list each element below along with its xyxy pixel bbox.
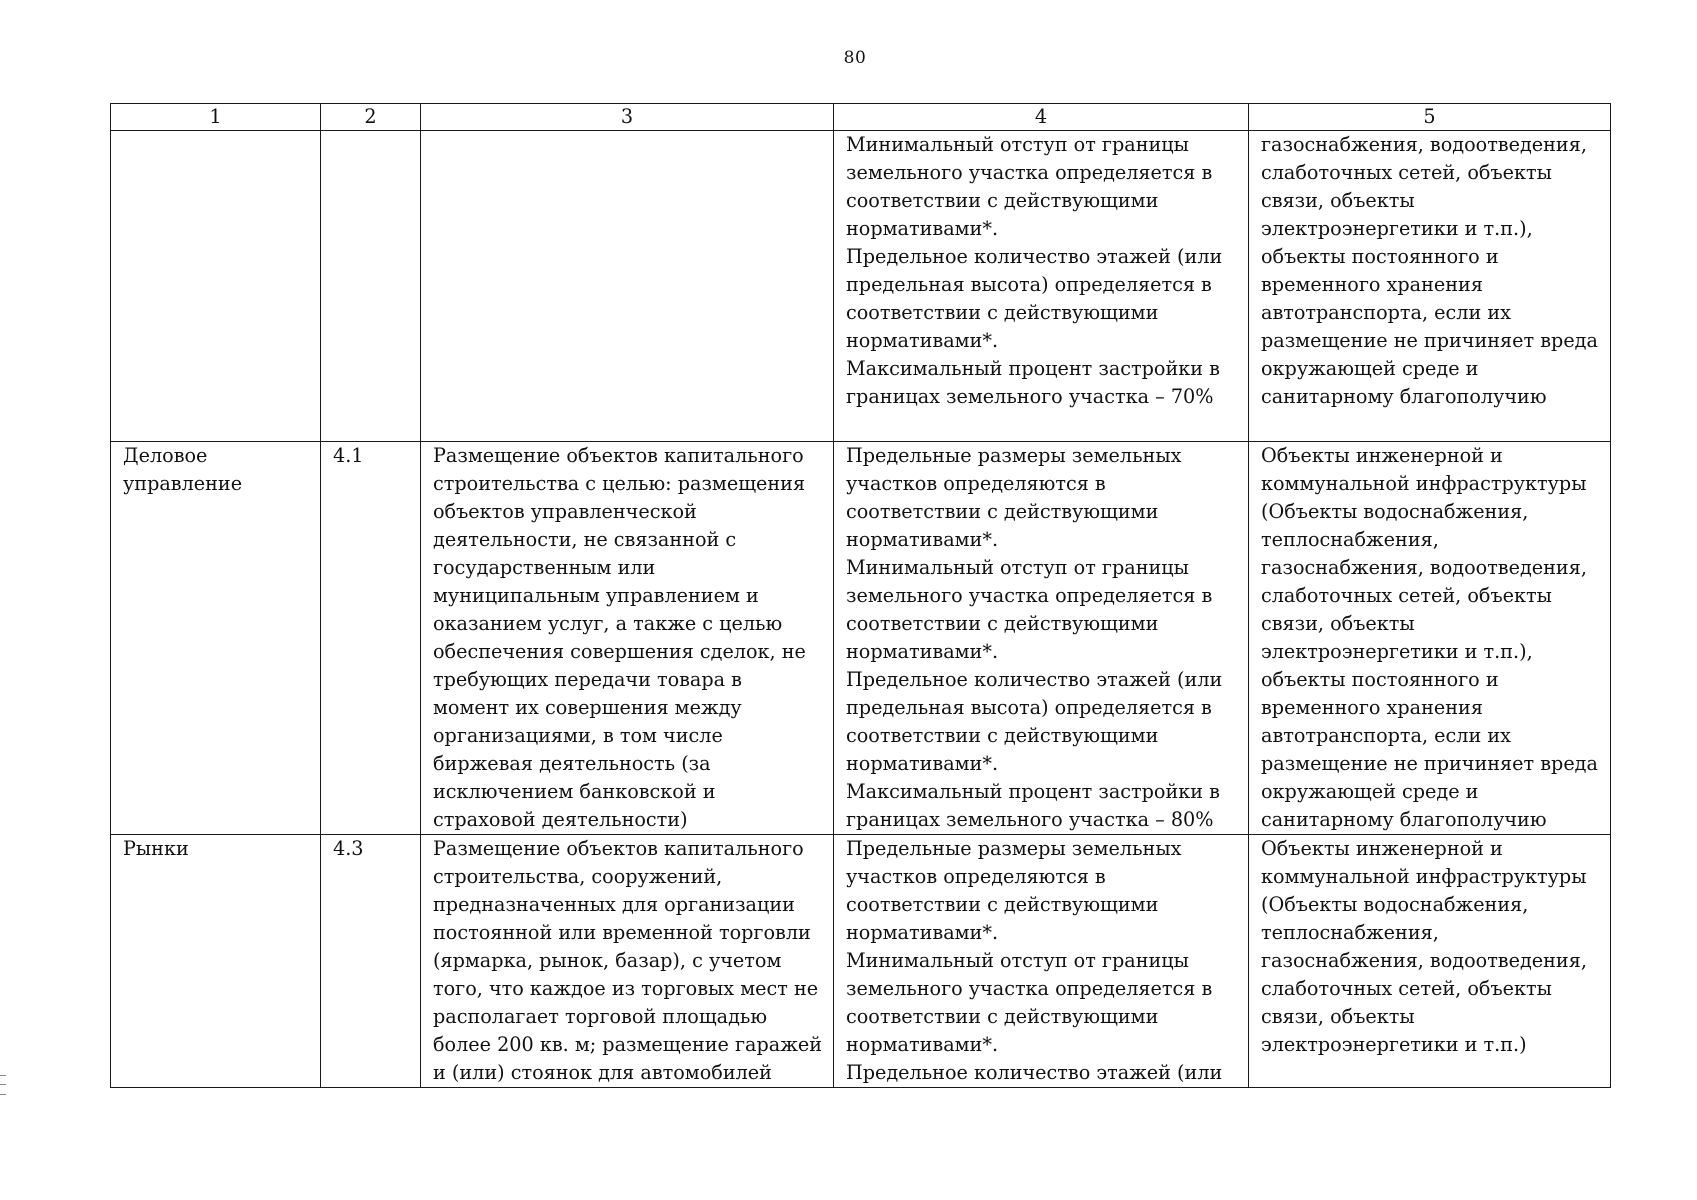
use-description-cell bbox=[421, 835, 834, 1088]
cell-text-line: более 200 кв. м; размещение гаражей bbox=[433, 1033, 823, 1056]
cell-text-line: слаботочных сетей, объекты bbox=[1261, 584, 1552, 607]
cell-text-line: автотранспорта, если их bbox=[1261, 724, 1511, 747]
column-header: 4 bbox=[834, 104, 1249, 131]
cell-text-line: постоянной или временной торговли bbox=[433, 921, 811, 944]
use-type-cell bbox=[111, 131, 321, 442]
cell-text-line: управление bbox=[123, 472, 243, 495]
cell-text-line: коммунальной инфраструктуры bbox=[1261, 865, 1587, 888]
cell-text-line: требующих передачи товара в bbox=[433, 668, 742, 691]
cell-text-line: Максимальный процент застройки в bbox=[846, 780, 1220, 803]
cell-text-line: границах земельного участка – 80% bbox=[846, 808, 1214, 831]
cell-text-line: Минимальный отступ от границы bbox=[846, 949, 1189, 972]
cell-text-line: Объекты инженерной и bbox=[1261, 837, 1503, 860]
cell-text-line: биржевая деятельность (за bbox=[433, 752, 711, 775]
cell-text-line: нормативами*. bbox=[846, 329, 999, 352]
cell-text-line: государственным или bbox=[433, 556, 656, 579]
cell-text-line: электроэнергетики и т.п.), bbox=[1261, 640, 1533, 663]
cell-text-line: 4.1 bbox=[333, 444, 364, 467]
cell-text-line: предназначенных для организации bbox=[433, 893, 795, 916]
cell-text-line: соответствии с действующими bbox=[846, 893, 1159, 916]
cell-text-line: земельного участка определяется в bbox=[846, 584, 1213, 607]
cell-text-line: границах земельного участка – 70% bbox=[846, 385, 1214, 408]
cell-text-line: Предельное количество этажей (или bbox=[846, 1061, 1223, 1084]
parameters-cell bbox=[834, 131, 1249, 442]
cell-text-line: соответствии с действующими bbox=[846, 612, 1159, 635]
cell-text-line: деятельности, не связанной с bbox=[433, 528, 737, 551]
cell-text-line: окружающей среде и bbox=[1261, 357, 1479, 380]
use-type-cell bbox=[111, 835, 321, 1088]
cell-text-line: нормативами*. bbox=[846, 921, 999, 944]
cell-text-line: нормативами*. bbox=[846, 640, 999, 663]
cell-text-line: слаботочных сетей, объекты bbox=[1261, 977, 1552, 1000]
use-code-cell bbox=[321, 442, 421, 835]
cell-text-line: нормативами*. bbox=[846, 217, 999, 240]
parameters-cell bbox=[834, 835, 1249, 1088]
use-code-cell bbox=[321, 131, 421, 442]
cell-text-line: страховой деятельности) bbox=[433, 808, 688, 831]
column-header: 1 bbox=[111, 104, 321, 131]
cell-text-line: муниципальным управлением и bbox=[433, 584, 759, 607]
cell-text-line: предельная высота) определяется в bbox=[846, 696, 1212, 719]
cell-text-line: размещение не причиняет вреда bbox=[1261, 329, 1598, 352]
cell-text-line: Предельное количество этажей (или bbox=[846, 668, 1223, 691]
table-row bbox=[111, 442, 1611, 835]
cell-text-line: участков определяются в bbox=[846, 472, 1106, 495]
zoning-table bbox=[110, 103, 1611, 1088]
table-row bbox=[111, 835, 1611, 1088]
cell-text-line: (Объекты водоснабжения, bbox=[1261, 500, 1529, 523]
cell-text-line: газоснабжения, водоотведения, bbox=[1261, 556, 1587, 579]
cell-text-line: соответствии с действующими bbox=[846, 189, 1159, 212]
cell-text-line: оказанием услуг, а также с целью bbox=[433, 612, 783, 635]
column-header: 3 bbox=[421, 104, 834, 131]
cell-text-line: окружающей среде и bbox=[1261, 780, 1479, 803]
cell-text-line: коммунальной инфраструктуры bbox=[1261, 472, 1587, 495]
cell-text-line: Деловое bbox=[123, 444, 208, 467]
ancillary-uses-cell bbox=[1249, 442, 1611, 835]
table-row bbox=[111, 131, 1611, 442]
page-number: 80 bbox=[843, 48, 867, 68]
cell-text-line: газоснабжения, водоотведения, bbox=[1261, 133, 1587, 156]
cell-text-line: Объекты инженерной и bbox=[1261, 444, 1503, 467]
cell-text-line: исключением банковской и bbox=[433, 780, 716, 803]
cell-text-line: соответствии с действующими bbox=[846, 1005, 1159, 1028]
cell-text-line: момент их совершения между bbox=[433, 696, 742, 719]
cell-text-line: нормативами*. bbox=[846, 528, 999, 551]
use-description-cell bbox=[421, 442, 834, 835]
cell-text-line: Минимальный отступ от границы bbox=[846, 556, 1189, 579]
cell-text-line: теплоснабжения, bbox=[1261, 921, 1439, 944]
cell-text-line: объектов управленческой bbox=[433, 500, 697, 523]
cell-text-line: 4.3 bbox=[333, 837, 364, 860]
cell-text-line: земельного участка определяется в bbox=[846, 161, 1213, 184]
cell-text-line: Минимальный отступ от границы bbox=[846, 133, 1189, 156]
cell-text-line: слаботочных сетей, объекты bbox=[1261, 161, 1552, 184]
use-type-cell bbox=[111, 442, 321, 835]
cell-text-line: того, что каждое из торговых мест не bbox=[433, 977, 819, 1000]
ancillary-uses-cell bbox=[1249, 835, 1611, 1088]
cell-text-line: связи, объекты bbox=[1261, 612, 1415, 635]
cell-text-line: участков определяются в bbox=[846, 865, 1106, 888]
cell-text-line: строительства с целью: размещения bbox=[433, 472, 806, 495]
column-header: 2 bbox=[321, 104, 421, 131]
cell-text-line: и (или) стоянок для автомобилей bbox=[433, 1061, 772, 1084]
cell-text-line: (ярмарка, рынок, базар), с учетом bbox=[433, 949, 782, 972]
cell-text-line: Размещение объектов капитального bbox=[433, 837, 804, 860]
table-header-row bbox=[111, 104, 1611, 131]
cell-text-line: Предельное количество этажей (или bbox=[846, 245, 1223, 268]
cell-text-line: обеспечения совершения сделок, не bbox=[433, 640, 806, 663]
cell-text-line: нормативами*. bbox=[846, 1033, 999, 1056]
cell-text-line: связи, объекты bbox=[1261, 189, 1415, 212]
cell-text-line: земельного участка определяется в bbox=[846, 977, 1213, 1000]
cell-text-line: (Объекты водоснабжения, bbox=[1261, 893, 1529, 916]
scan-margin-mark bbox=[0, 1075, 6, 1095]
cell-text-line: теплоснабжения, bbox=[1261, 528, 1439, 551]
cell-text-line: строительства, сооружений, bbox=[433, 865, 723, 888]
cell-text-line: электроэнергетики и т.п.) bbox=[1261, 1033, 1527, 1056]
cell-text-line: располагает торговой площадью bbox=[433, 1005, 768, 1028]
cell-text-line: Предельные размеры земельных bbox=[846, 444, 1182, 467]
cell-text-line: автотранспорта, если их bbox=[1261, 301, 1511, 324]
cell-text-line: Размещение объектов капитального bbox=[433, 444, 804, 467]
cell-text-line: временного хранения bbox=[1261, 696, 1483, 719]
cell-text-line: предельная высота) определяется в bbox=[846, 273, 1212, 296]
cell-text-line: газоснабжения, водоотведения, bbox=[1261, 949, 1587, 972]
cell-text-line: организациями, в том числе bbox=[433, 724, 723, 747]
column-header: 5 bbox=[1249, 104, 1611, 131]
parameters-cell bbox=[834, 442, 1249, 835]
cell-text-line: объекты постоянного и bbox=[1261, 245, 1499, 268]
cell-text-line: размещение не причиняет вреда bbox=[1261, 752, 1598, 775]
cell-text-line: Максимальный процент застройки в bbox=[846, 357, 1220, 380]
cell-text-line: соответствии с действующими bbox=[846, 301, 1159, 324]
cell-text-line: санитарному благополучию bbox=[1261, 385, 1547, 408]
cell-text-line: санитарному благополучию bbox=[1261, 808, 1547, 831]
cell-text-line: Предельные размеры земельных bbox=[846, 837, 1182, 860]
use-code-cell bbox=[321, 835, 421, 1088]
cell-text-line: объекты постоянного и bbox=[1261, 668, 1499, 691]
cell-text-line: связи, объекты bbox=[1261, 1005, 1415, 1028]
ancillary-uses-cell bbox=[1249, 131, 1611, 442]
cell-text-line: электроэнергетики и т.п.), bbox=[1261, 217, 1533, 240]
use-description-cell bbox=[421, 131, 834, 442]
cell-text-line: нормативами*. bbox=[846, 752, 999, 775]
cell-text-line: соответствии с действующими bbox=[846, 500, 1159, 523]
cell-text-line: Рынки bbox=[123, 837, 189, 860]
cell-text-line: временного хранения bbox=[1261, 273, 1483, 296]
cell-text-line: соответствии с действующими bbox=[846, 724, 1159, 747]
